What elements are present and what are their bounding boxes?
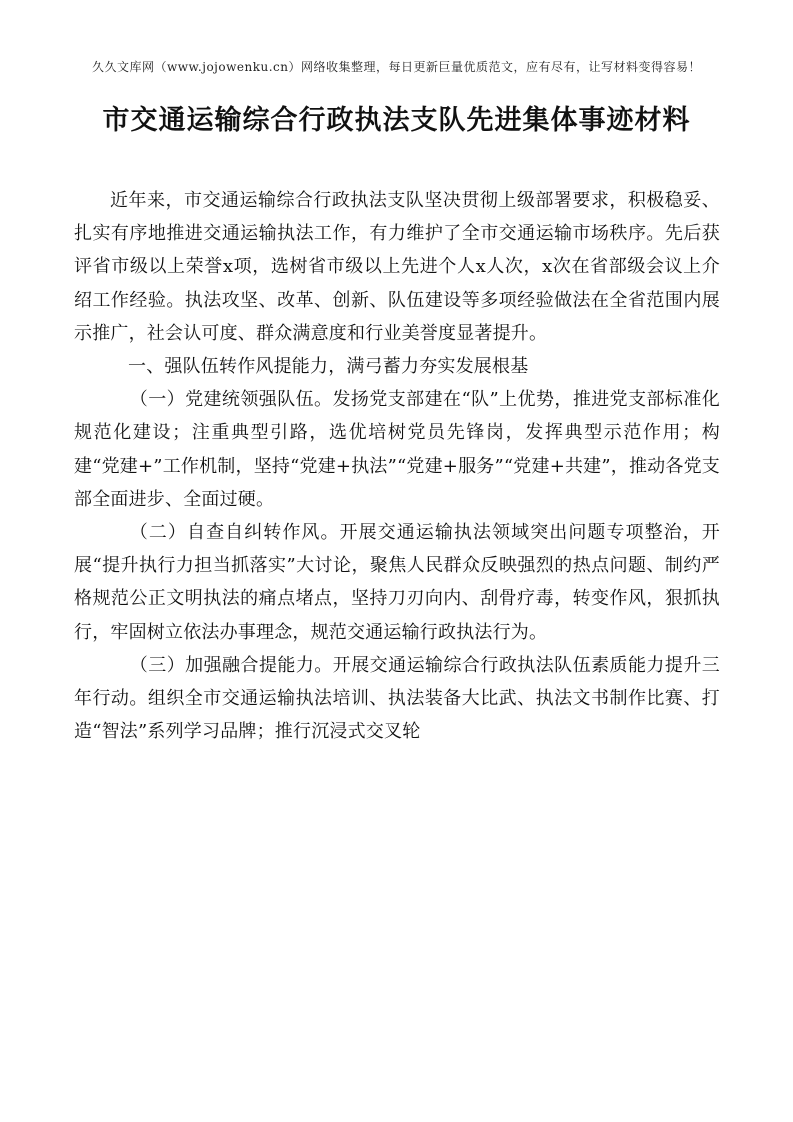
page-title: 市交通运输综合行政执法支队先进集体事迹材料 xyxy=(102,105,691,136)
subsection-paragraph-1: （一）党建统领强队伍。发扬党支部建在“队”上优势，推进党支部标准化规范化建设；注重典型引路，选优培树党员先锋岗，发挥典型示范作用；构建“党建+”工作机制，坚持“党建+执法”“党建+服务”“党建+共建”，推动各党支部全面进步、全面过硬。 xyxy=(74,389,720,510)
subsection-paragraph-2: （二）自查自纠转作风。开展交通运输执法领域突出问题专项整治，开展“提升执行力担当抓落实”大讨论，聚焦人民群众反映强烈的热点问题、制约严格规范公正文明执法的痛点堵点，坚持刀刃向内、刮骨疗毒，转变作风，狠抓执行，牢固树立依法办事理念，规范交通运输行政执法行为。 xyxy=(74,522,720,643)
subsection-paragraph-3: （三）加强融合提能力。开展交通运输综合行政执法队伍素质能力提升三年行动。组织全市交通运输执法培训、执法装备大比武、执法文书制作比赛、打造“智法”系列学习品牌；推行沉浸式交叉轮 xyxy=(74,654,720,743)
header-note: 久久文库网（www.jojowenku.cn）网络收集整理，每日更新巨量优质范文，应有尽有，让写材料变得容易！ xyxy=(92,60,701,74)
section-heading: 一、强队伍转作风提能力，满弓蓄力夯实发展根基 xyxy=(128,356,529,378)
document-body xyxy=(74,184,720,748)
intro-paragraph: 近年来，市交通运输综合行政执法支队坚决贯彻上级部署要求，积极稳妥、扎实有序地推进交通运输执法工作，有力维护了全市交通运输市场秩序。先后获评省市级以上荣誉x项，选树省市级以上先进个人x人次，x次在省部级会议上介绍工作经验。执法攻坚、改革、创新、队伍建设等多项经验做法在全省范围内展示推广，社会认可度、群众满意度和行业美誉度显著提升。 xyxy=(74,190,720,344)
